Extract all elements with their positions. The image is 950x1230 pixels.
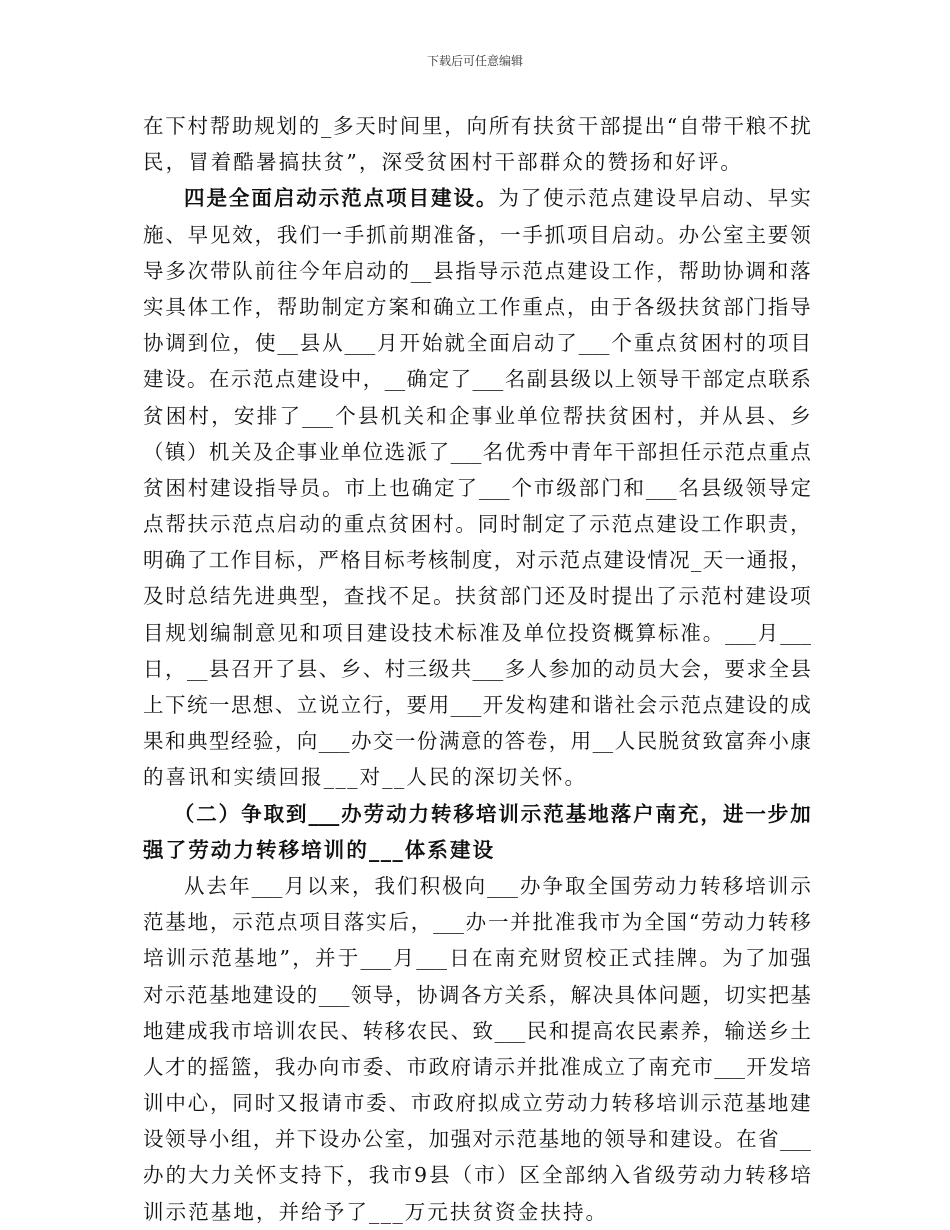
text-line: 日 ， __ 县 召 开 了 县 、 乡 、 村 三 级 共 ___ 多 人 参 加 的 动 员 大 会 ， 要 求 全 县 [143,656,811,681]
text-line: 点 帮 扶 示 范 点 启 动 的 重 点 贫 困 村 。 同 时 制 定 了 示 范 点 建 设 工 作 职 责 ， [143,512,811,537]
text-line: 训 中 心 ， 同 时 又 报 请 市 委 、 市 政 府 拟 成 立 劳 动 力 转 移 培 训 示 范 基 地 建 [143,1091,811,1116]
text-line: 从 去 年 ___ 月 以 来 ， 我 们 积 极 向 ___ 办 争 取 全 国 劳 动 力 转 移 培 训 示 [184,873,811,898]
text-line: 培 训 示 范 基 地 ” ， 并 于 ___ 月 ___ 日 在 南 充 财 贸 校 正 式 挂 牌 。 为 了 加 强 [143,946,811,971]
text-line: 设 领 导 小 组 ， 并 下 设 办 公 室 ， 加 强 对 示 范 基 地 的 领 导 和 建 设 。 在 省 ___ [143,1127,811,1152]
text-line: 训 示 范 基 地 ， 并 给 予 了 ___ 万 元 扶 贫 资 金 扶 持 。 [143,1199,608,1224]
text-line: 贫 困 村 ， 安 排 了 ___ 个 县 机 关 和 企 事 业 单 位 帮 扶 贫 困 村 ， 并 从 县 、 乡 [143,403,811,428]
text-line: 办 的 大 力 关 怀 支 持 下 ， 我 市 9 县 （ 市 ） 区 全 部 纳 入 省 级 劳 动 力 转 移 培 [143,1163,811,1188]
text-line: 地 建 成 我 市 培 训 农 民 、 转 移 农 民 、 致 ___ 民 和 提 高 农 民 素 养 ， 输 送 乡 土 [143,1018,811,1043]
text-line: 上 下 统 一 思 想 、 立 说 立 行 ， 要 用 ___ 开 发 构 建 和 谐 社 会 示 范 点 建 设 的 成 [143,693,811,717]
text-line: 明 确 了 工 作 目 标 ， 严 格 目 标 考 核 制 度 ， 对 示 范 点 建 设 情 况 _ 天 一 通 报 ， [143,548,811,573]
text-line: 果 和 典 型 经 验 ， 向 ___ 办 交 一 份 满 意 的 答 卷 ， 用 __ 人 民 脱 贫 致 富 奔 小 康 [143,729,811,754]
text-line: 导 多 次 带 队 前 往 今 年 启 动 的 __ 县 指 导 示 范 点 建 设 工 作 ， 帮 助 协 调 和 落 [143,258,811,283]
text-line: 在 下 村 帮 助 规 划 的 _ 多 天 时 间 里 ， 向 所 有 扶 贫 干 部 提 出 “ 自 带 干 粮 不 扰 [143,114,811,138]
text-line: 人 才 的 摇 篮 ， 我 办 向 市 委 、 市 政 府 请 示 并 批 准 成 立 了 南 充 市 ___ 开 发 培 [143,1054,811,1079]
text-line: 贫 困 村 建 设 指 导 员 。 市 上 也 确 定 了 ___ 个 市 级 部 门 和 ___ 名 县 级 领 导 定 [143,475,811,500]
text-line: 强 了 劳 动 力 转 移 培 训 的 ___ 体 系 建 设 [143,837,495,862]
text-line: 目 规 划 编 制 意 见 和 项 目 建 设 技 术 标 准 及 单 位 投 资 概 算 标 准 。 ___ 月 ___ [143,620,811,645]
text-line: 对 示 范 基 地 建 设 的 ___ 领 导 ， 协 调 各 方 关 系 ， 解 决 具 体 问 题 ， 切 实 把 基 [143,982,811,1007]
text-line: （ 镇 ） 机 关 及 企 事 业 单 位 选 派 了 ___ 名 优 秀 中 青 年 干 部 担 任 示 范 点 重 点 [143,439,811,464]
text-line: 施 、 早 见 效 ， 我 们 一 手 抓 前 期 准 备 ， 一 手 抓 项 目 启 动 。 办 公 室 主 要 领 [143,222,811,247]
text-line: 建 设 。 在 示 范 点 建 设 中 ， __ 确 定 了 ___ 名 副 县 级 以 上 领 导 干 部 定 点 联 系 [143,367,811,392]
text-line: 协 调 到 位 ， 使 __ 县 从 ___ 月 开 始 就 全 面 启 动 了 ___ 个 重 点 贫 困 村 的 项 目 [143,331,811,356]
text-line: 民 ， 冒 着 酷 暑 搞 扶 贫 ” ， 深 受 贫 困 村 干 部 群 众 的 赞 扬 和 好 评 。 [143,150,743,175]
page-header: 下载后可任意编辑 [426,54,523,68]
text-line: 及 时 总 结 先 进 典 型 ， 查 找 不 足 。 扶 贫 部 门 还 及 时 提 出 了 示 范 村 建 设 项 [143,584,811,609]
text-line: 四 是 全 面 启 动 示 范 点 项 目 建 设 。 为 了 使 示 范 点 建 设 早 启 动 、 早 实 [184,186,811,211]
text-line: 实 具 体 工 作 ， 帮 助 制 定 方 案 和 确 立 工 作 重 点 ， 由 于 各 级 扶 贫 部 门 指 导 [143,294,811,319]
document-body [143,108,811,1230]
text-line: （ 二 ） 争 取 到 ___ 办 劳 动 力 转 移 培 训 示 范 基 地 落 户 南 充 ， 进 一 步 加 [173,801,811,826]
text-line: 的 喜 讯 和 实 绩 回 报 ___ 对 __ 人 民 的 深 切 关 怀 。 [143,765,587,790]
text-line: 范 基 地 ， 示 范 点 项 目 落 实 后 ， ___ 办 一 并 批 准 我 市 为 全 国 “ 劳 动 力 转 移 [143,910,811,935]
